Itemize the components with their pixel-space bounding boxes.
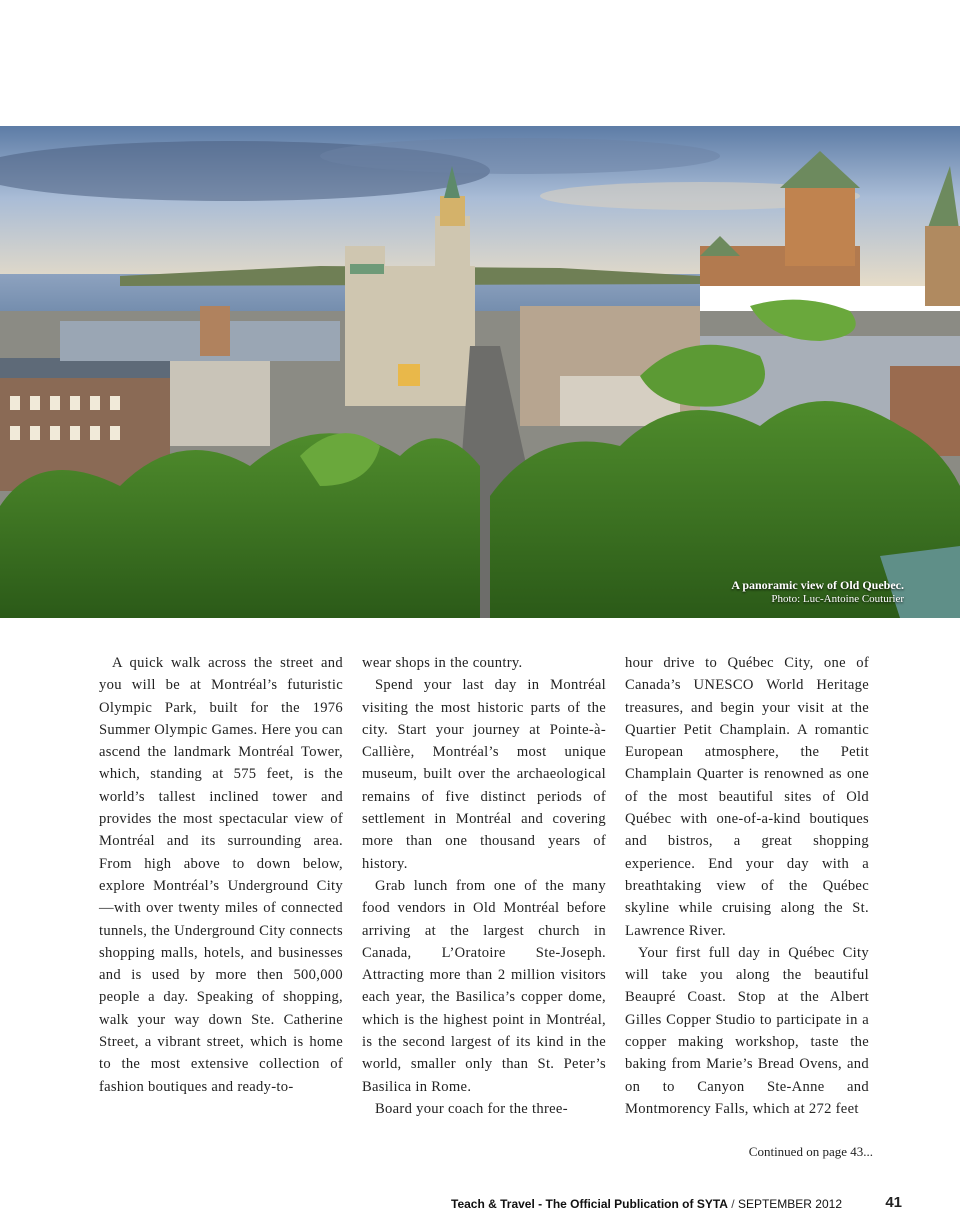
hero-photo [0,126,960,618]
old-quebec-panorama-image [0,126,960,618]
publication-name: Teach & Travel - The Official Publication of SYTA [451,1197,728,1211]
publication-line [451,1197,842,1211]
page-number: 41 [885,1194,902,1211]
article-column-1 [99,652,343,1098]
article-column-2 [362,652,606,1120]
article-paragraph: wear shops in the country. [362,655,523,671]
article-paragraph: Your first full day in Québec City will take you along the beautiful Beaupré Coast. Stop at the Albert Gilles Copper Studio to participate in a copper making workshop, taste the baking from Marie’s Bread Ovens, and on to Canyon Ste-Anne and Montmorency Falls, which at 272 feet [625,944,869,1117]
page-footer [0,1195,960,1215]
continued-note: Continued on page 43... [748,1144,873,1159]
article-paragraph: A quick walk across the street and you will be at Montréal’s futuristic Olympic Park, built for the 1976 Summer Olympic Games. Here you can ascend the landmark Montréal Tower, which, standing at 575 feet, is the world’s tallest inclined tower and provides the most spectacular view of Montréal and its surrounding area. From high above to down below, explore Montréal’s Underground City—with over twenty miles of connected tunnels, the Underground City connects shopping malls, hotels, and businesses and is used by more then 500,000 people a day. Speaking of shopping, walk your way down Ste. Catherine Street, a vibrant street, which is home to the most extensive collection of fashion boutiques and ready-to- [99,655,343,1095]
article-paragraph: Spend your last day in Montréal visiting the most historic parts of the city. Start your journey at Pointe-à-Callière, Montréal’s most unique museum, built over the archaeological remains of five distinct periods of settlement in Montréal and covering more than one thousand years of history. [362,677,606,872]
footer-separator: / [727,1197,738,1211]
article-paragraph: Grab lunch from one of the many food vendors in Old Montréal before arriving at the largest church in Canada, L’Oratoire Ste-Joseph. Attracting more than 2 million visitors each year, the Basilica’s copper dome, which is the highest point in Montréal, is the second largest of its kind in the world, smaller only than St. Peter’s Basilica in Rome. [362,877,606,1095]
article-paragraph: Board your coach for the three- [375,1100,568,1117]
caption-title: A panoramic view of Old Quebec. [731,578,904,592]
article-column-3 [625,652,869,1120]
photo-credit: Photo: Luc-Antoine Couturier [771,593,904,605]
photo-caption [731,578,904,606]
issue-date: SEPTEMBER 2012 [737,1197,842,1211]
article-paragraph: hour drive to Québec City, one of Canada’s UNESCO World Heritage treasures, and begin your visit at the Quartier Petit Champlain. A romantic European atmosphere, the Petit Champlain Quarter is renowned as one of the most beautiful sites of Old Québec with one-of-a-kind boutiques and bistros, a great shopping experience. End your day with a breathtaking view of the Québec skyline while cruising along the St. Lawrence River. [625,655,869,939]
